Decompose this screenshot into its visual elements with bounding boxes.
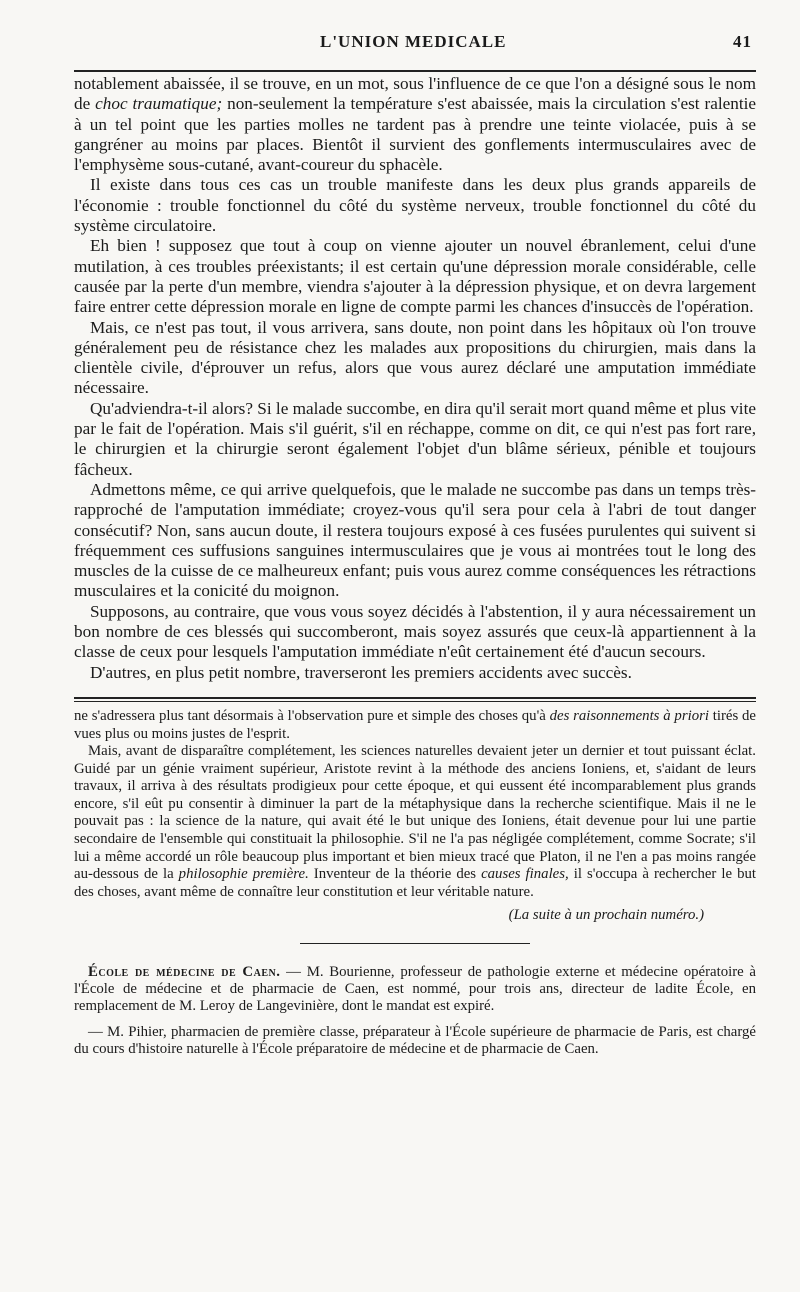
- news-section: [74, 964, 756, 1058]
- paragraph: [74, 74, 756, 175]
- italic-term: causes finales,: [481, 866, 569, 883]
- news-item: [74, 964, 756, 1016]
- page-header: [74, 30, 756, 56]
- paragraph: Eh bien ! supposez que tout à coup on vienne ajouter un nouvel ébranlement, celui d'une mutilation, à ces troubles préexistants; il est certain qu'une dépression morale considérable, celle causée par la perte d'un membre, viendra s'ajouter à la dépression physique, et on devra largement faire entrer cette dépression morale en ligne de compte parmi les chances d'insuccès de l'opération.: [74, 236, 756, 317]
- section-rule: [300, 943, 530, 944]
- continuation-note: (La suite à un prochain numéro.): [508, 907, 704, 924]
- text-run: non-seulement la température s'est abaissée, mais la circulation s'est ralentie à un tel point que les parties molles ne tardent pas à prendre une teinte violacée, puis à se gangréner au moins par places. Bientôt il survient des gonflements intermusculaires avec de l'emphysème sous-cutané, avant-coureur du sphacèle.: [74, 94, 756, 175]
- italic-term: choc traumatique;: [95, 94, 223, 114]
- paragraph: [74, 708, 756, 743]
- text-run: — M. Bourienne, professeur de pathologie externe et médecine opératoire à l'École de médecine et de pharmacie de Caen, est nommé, pour trois ans, directeur de ladite École, en remplacement de M. Leroy de Langevinière, dont le mandat est expiré.: [74, 964, 756, 1015]
- paragraph: Admettons même, ce qui arrive quelquefois, que le malade ne succombe pas dans un temps très-rapproché de l'amputation immédiate; croyez-vous qu'il sera pour cela à l'abri de tout danger consécutif? Non, sans aucun doute, il restera toujours exposé à ces fusées purulentes qui suivent si fréquemment ces suffusions sanguines intermusculaires que je vous ai montrées tout le long des muscles de la cuisse de ce malheureux enfant; puis vous aurez comme conséquences les rétractions musculaires et la conicité du moignon.: [74, 479, 756, 601]
- paragraph: Qu'adviendra-t-il alors? Si le malade succombe, en dira qu'il serait mort quand même et plus vite par le fait de l'opération. Mais s'il guérit, s'il en réchappe, comme on dit, ce qui n'est pas fort rare, le chirurgien et la chirurgie seront également l'objet d'un blâme sérieux, pénible et toujours fâcheux.: [74, 398, 756, 479]
- paragraph: D'autres, en plus petit nombre, traverseront les premiers accidents avec succès.: [90, 662, 632, 682]
- text-run: notablement abaissée, il se trouve, en un mot, sous l'influence de ce que l'on a désigné sous le nom de: [74, 74, 756, 114]
- page-number: 41: [733, 32, 752, 51]
- paragraph: Supposons, au contraire, que vous vous soyez décidés à l'abstention, il y aura nécessairement un bon nombre de ces blessés qui succomberont, mais soyez assurés que ceux-là appartiennent à la classe de ceux pour lesquels l'amputation immédiate n'eût certainement été d'aucun secours.: [74, 601, 756, 662]
- italic-term: des raisonnements à priori: [549, 707, 709, 724]
- running-title: L'UNION MEDICALE: [320, 32, 507, 51]
- text-run: Mais, avant de disparaître complétement, les sciences naturelles devaient jeter un dernier et tout puissant éclat. Guidé par un génie vraiment supérieur, Aristote revint à la méthode des anciens Ioniens, et, s'aidant de leurs travaux, il arriva à des résultats prodigieux pour cette époque, et qui eussent été incomparablement plus grands encore, s'il eût pu consentir à diminuer la part de la métaphysique dans la recherche scientifique. Mais il ne le pouvait pas : la science de la nature, qui avait été le but unique des Ioniens, était devenue pour lui une partie secondaire de l'ensemble qui constituait la philosophie. S'il ne l'a pas négligée complétement, comme Socrate; s'il lui a même accordé un rôle beaucoup plus important et bien mieux tracé que Platon, il ne l'en a pas moins rangée au-dessous de la: [74, 743, 756, 883]
- italic-term: philosophie première.: [178, 866, 309, 883]
- feuilleton-text: [74, 708, 756, 925]
- text-run: il s'occupa à rechercher le but des choses, avant même de connaître leur constitution et leur véritable nature.: [74, 866, 756, 900]
- paragraph: [74, 743, 756, 901]
- text-run: tirés de vues plus ou moins justes de l'esprit.: [74, 707, 756, 742]
- news-item: — M. Pihier, pharmacien de première classe, préparateur à l'École supérieure de pharmacie de Paris, est chargé du cours d'histoire naturelle à l'École préparatoire de médecine et de pharmacie de Caen.: [74, 1023, 756, 1057]
- news-heading: École de médecine de Caen.: [88, 964, 281, 981]
- text-run: ne s'adressera plus tant désormais à l'observation pure et simple des choses qu'à: [74, 707, 550, 724]
- header-rule: [74, 70, 756, 72]
- paragraph: Mais, ce n'est pas tout, il vous arrivera, sans doute, non point dans les hôpitaux où l'on trouve généralement peu de résistance chez les malades aux propositions du chirurgien, mais dans la clientèle civile, d'éprouver un refus, alors que vous aurez déclaré une amputation immédiate nécessaire.: [74, 317, 756, 398]
- feuilleton-separator: [74, 697, 756, 702]
- text-run: Inventeur de la théorie des: [308, 866, 482, 883]
- main-text: [74, 74, 756, 683]
- paragraph: Il existe dans tous ces cas un trouble manifeste dans les deux plus grands appareils de l'économie : trouble fonctionnel du côté du système nerveux, trouble fonctionnel du côté du système circulatoire.: [74, 175, 756, 236]
